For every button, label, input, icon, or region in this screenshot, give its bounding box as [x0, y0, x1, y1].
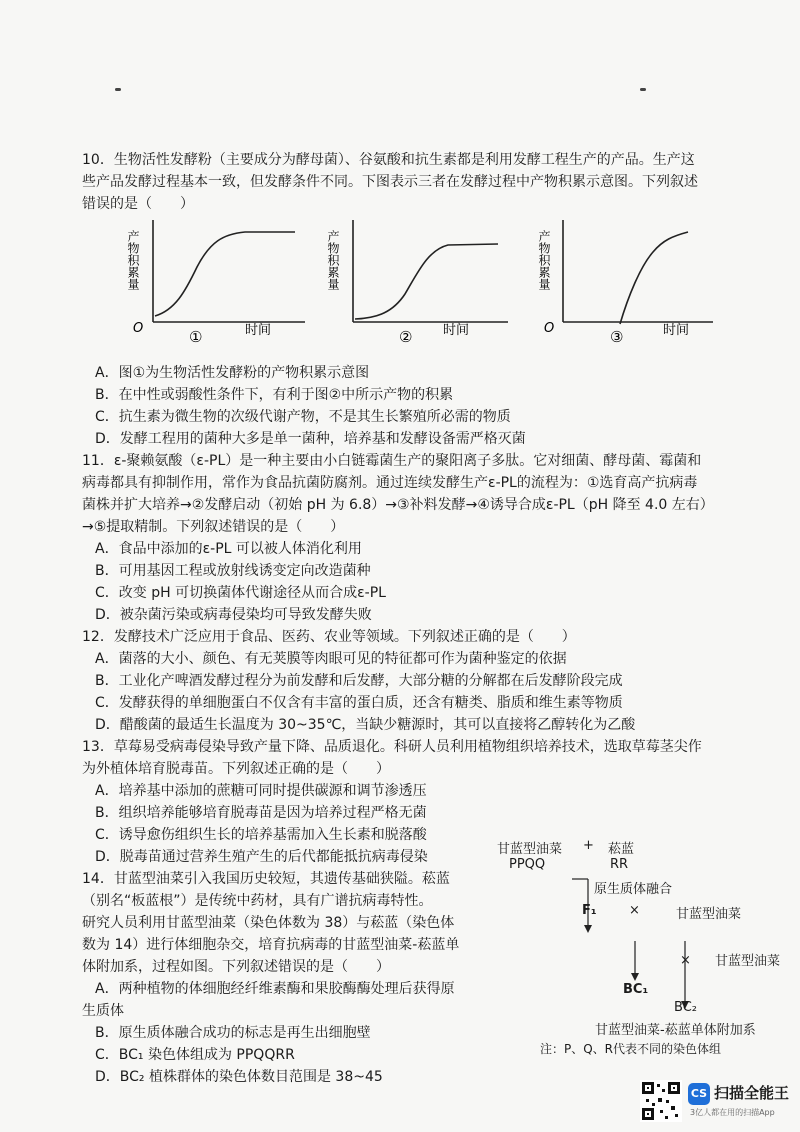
diagram-arrows [490, 845, 800, 1045]
option-b: B．在中性或弱酸性条件下，有利于图②中所示产物的积累 [95, 387, 454, 403]
parent1-genome: PPQQ [509, 857, 546, 872]
option-d: D．发酵工程用的菌种大多是单一菌种，培养基和发酵设备需严格灭菌 [95, 431, 526, 447]
graph-id: ② [399, 328, 413, 346]
option-a: A．两种植物的体细胞经纤维素酶和果胶酶酶处理后获得原 [95, 981, 455, 997]
bc1-label: BC₁ [623, 982, 649, 997]
question-text: （别名“板蓝根”）是传统中药材，具有广谱抗病毒特性。 [82, 893, 433, 909]
y-axis-label: 产物积累量 [537, 230, 551, 290]
option-d: D．脱毒苗通过营养生殖产生的后代都能抵抗病毒侵染 [95, 849, 428, 865]
question-text: 12．发酵技术广泛应用于食品、医药、农业等领域。下列叙述正确的是（ ） [82, 629, 576, 645]
option-c: C．诱导愈伤组织生长的培养基需加入生长素和脱落酸 [95, 827, 427, 843]
option-b: B．原生质体融合成功的标志是再生出细胞壁 [95, 1025, 371, 1041]
option-b: B．组织培养能够培育脱毒苗是因为培养过程严格无菌 [95, 805, 427, 821]
graph-id: ③ [610, 328, 624, 346]
option-c: C．发酵获得的单细胞蛋白不仅含有丰富的蛋白质，还含有糖类、脂质和维生素等物质 [95, 695, 623, 711]
x-axis-label: 时间 [245, 323, 272, 338]
option-d: D．醋酸菌的最适生长温度为 30~35℃，当缺少糖源时，其可以直接将乙醇转化为乙酸 [95, 717, 636, 733]
cross-sign: × [680, 953, 691, 968]
backcross-parent-1: 甘蓝型油菜 [676, 907, 742, 922]
x-axis-label: 时间 [663, 323, 690, 338]
origin-label: O [133, 321, 144, 336]
question-text: 数为 14）进行体细胞杂交，培育抗病毒的甘蓝型油菜-菘蓝单 [82, 937, 460, 953]
y-axis-label: 产物积累量 [126, 230, 140, 290]
graph-id: ① [189, 328, 203, 346]
curve [620, 232, 688, 324]
option-d: D．BC₂ 植株群体的染色体数目范围是 38~45 [95, 1069, 383, 1085]
parent2-name: 菘蓝 [608, 842, 635, 857]
graph-1 [115, 212, 315, 352]
result-label: 甘蓝型油菜-菘蓝单体附加系 [595, 1023, 756, 1038]
question-text: 11．ε-聚赖氨酸（ε-PL）是一种主要由小白链霉菌生产的聚阳离子多肽。它对细菌、酵母菌、霉菌和 [82, 453, 702, 469]
option-a: A．食品中添加的ε-PL 可以被人体消化利用 [95, 541, 362, 557]
question-text: 13．草莓易受病毒侵染导致产量下降、品质退化。科研人员利用植物组织培养技术，选取草莓茎尖作 [82, 739, 702, 755]
scan-mark [115, 88, 121, 91]
f1-label: F₁ [582, 903, 597, 918]
plus-sign: + [583, 838, 594, 853]
option-a: A．菌落的大小、颜色、有无荚膜等肉眼可见的特征都可作为菌种鉴定的依据 [95, 651, 567, 667]
graph-2 [323, 212, 523, 352]
option-c: C．改变 pH 可切换菌体代谢途径从而合成ε-PL [95, 585, 386, 601]
graph-3 [528, 212, 728, 352]
diagram-note: 注：P、Q、R代表不同的染色体组 [540, 1042, 722, 1056]
camscanner-slogan: 3亿人都在用的扫描App [690, 1108, 775, 1117]
option-c: C．抗生素为微生物的次级代谢产物，不是其生长繁殖所必需的物质 [95, 409, 511, 425]
curve [355, 244, 498, 319]
option-c: C．BC₁ 染色体组成为 PPQQRR [95, 1047, 295, 1063]
backcross-parent-2: 甘蓝型油菜 [715, 954, 781, 969]
option-b: B．可用基因工程或放射线诱变定向改造菌种 [95, 563, 371, 579]
option-b: B．工业化产啤酒发酵过程分为前发酵和后发酵，大部分糖的分解都在后发酵阶段完成 [95, 673, 623, 689]
fusion-step-label: 原生质体融合 [594, 882, 673, 897]
parent2-genome: RR [610, 857, 629, 872]
scan-mark [640, 88, 646, 91]
question-text: 体附加系，过程如图。下列叙述错误的是（ ） [82, 959, 390, 975]
bc2-label: BC₂ [674, 1000, 697, 1015]
question-text: 为外植体培育脱毒苗。下列叙述正确的是（ ） [82, 761, 390, 777]
question-text: 病毒都具有抑制作用，常作为食品抗菌防腐剂。通过连续发酵生产ε-PL的流程为：①选育高产抗病毒 [82, 475, 698, 491]
option-a: A．图①为生物活性发酵粉的产物积累示意图 [95, 365, 370, 381]
question-text: 些产品发酵过程基本一致，但发酵条件不同。下图表示三者在发酵过程中产物积累示意图。下列叙述 [82, 174, 698, 190]
question-text: 研究人员利用甘蓝型油菜（染色体数为 38）与菘蓝（染色体 [82, 915, 455, 931]
y-axis-label: 产物积累量 [326, 230, 340, 290]
x-axis-label: 时间 [443, 323, 470, 338]
option-a-continued: 生质体 [82, 1003, 124, 1019]
parent1-name: 甘蓝型油菜 [497, 842, 563, 857]
option-d: D．被杂菌污染或病毒侵染均可导致发酵失败 [95, 607, 372, 623]
option-a: A．培养基中添加的蔗糖可同时提供碳源和调节渗透压 [95, 783, 427, 799]
question-text: 14．甘蓝型油菜引入我国历史较短，其遗传基础狭隘。菘蓝 [82, 871, 450, 887]
camscanner-logo: CS [688, 1083, 710, 1105]
question-text: 错误的是（ ） [82, 196, 194, 212]
question-text: →⑤提取精制。下列叙述错误的是（ ） [82, 519, 345, 535]
cross-sign: × [629, 903, 640, 918]
qr-code-icon [640, 1080, 682, 1122]
question-text: 10．生物活性发酵粉（主要成分为酵母菌）、谷氨酸和抗生素都是利用发酵工程生产的产品。生产这 [82, 152, 695, 168]
curve [155, 232, 295, 316]
origin-label: O [544, 321, 555, 336]
question-text: 菌株并扩大培养→②发酵启动（初始 pH 为 6.8）→③补料发酵→④诱导合成ε-PL（pH 降至 4.0 左右） [82, 497, 714, 513]
camscanner-name: 扫描全能王 [714, 1084, 790, 1102]
